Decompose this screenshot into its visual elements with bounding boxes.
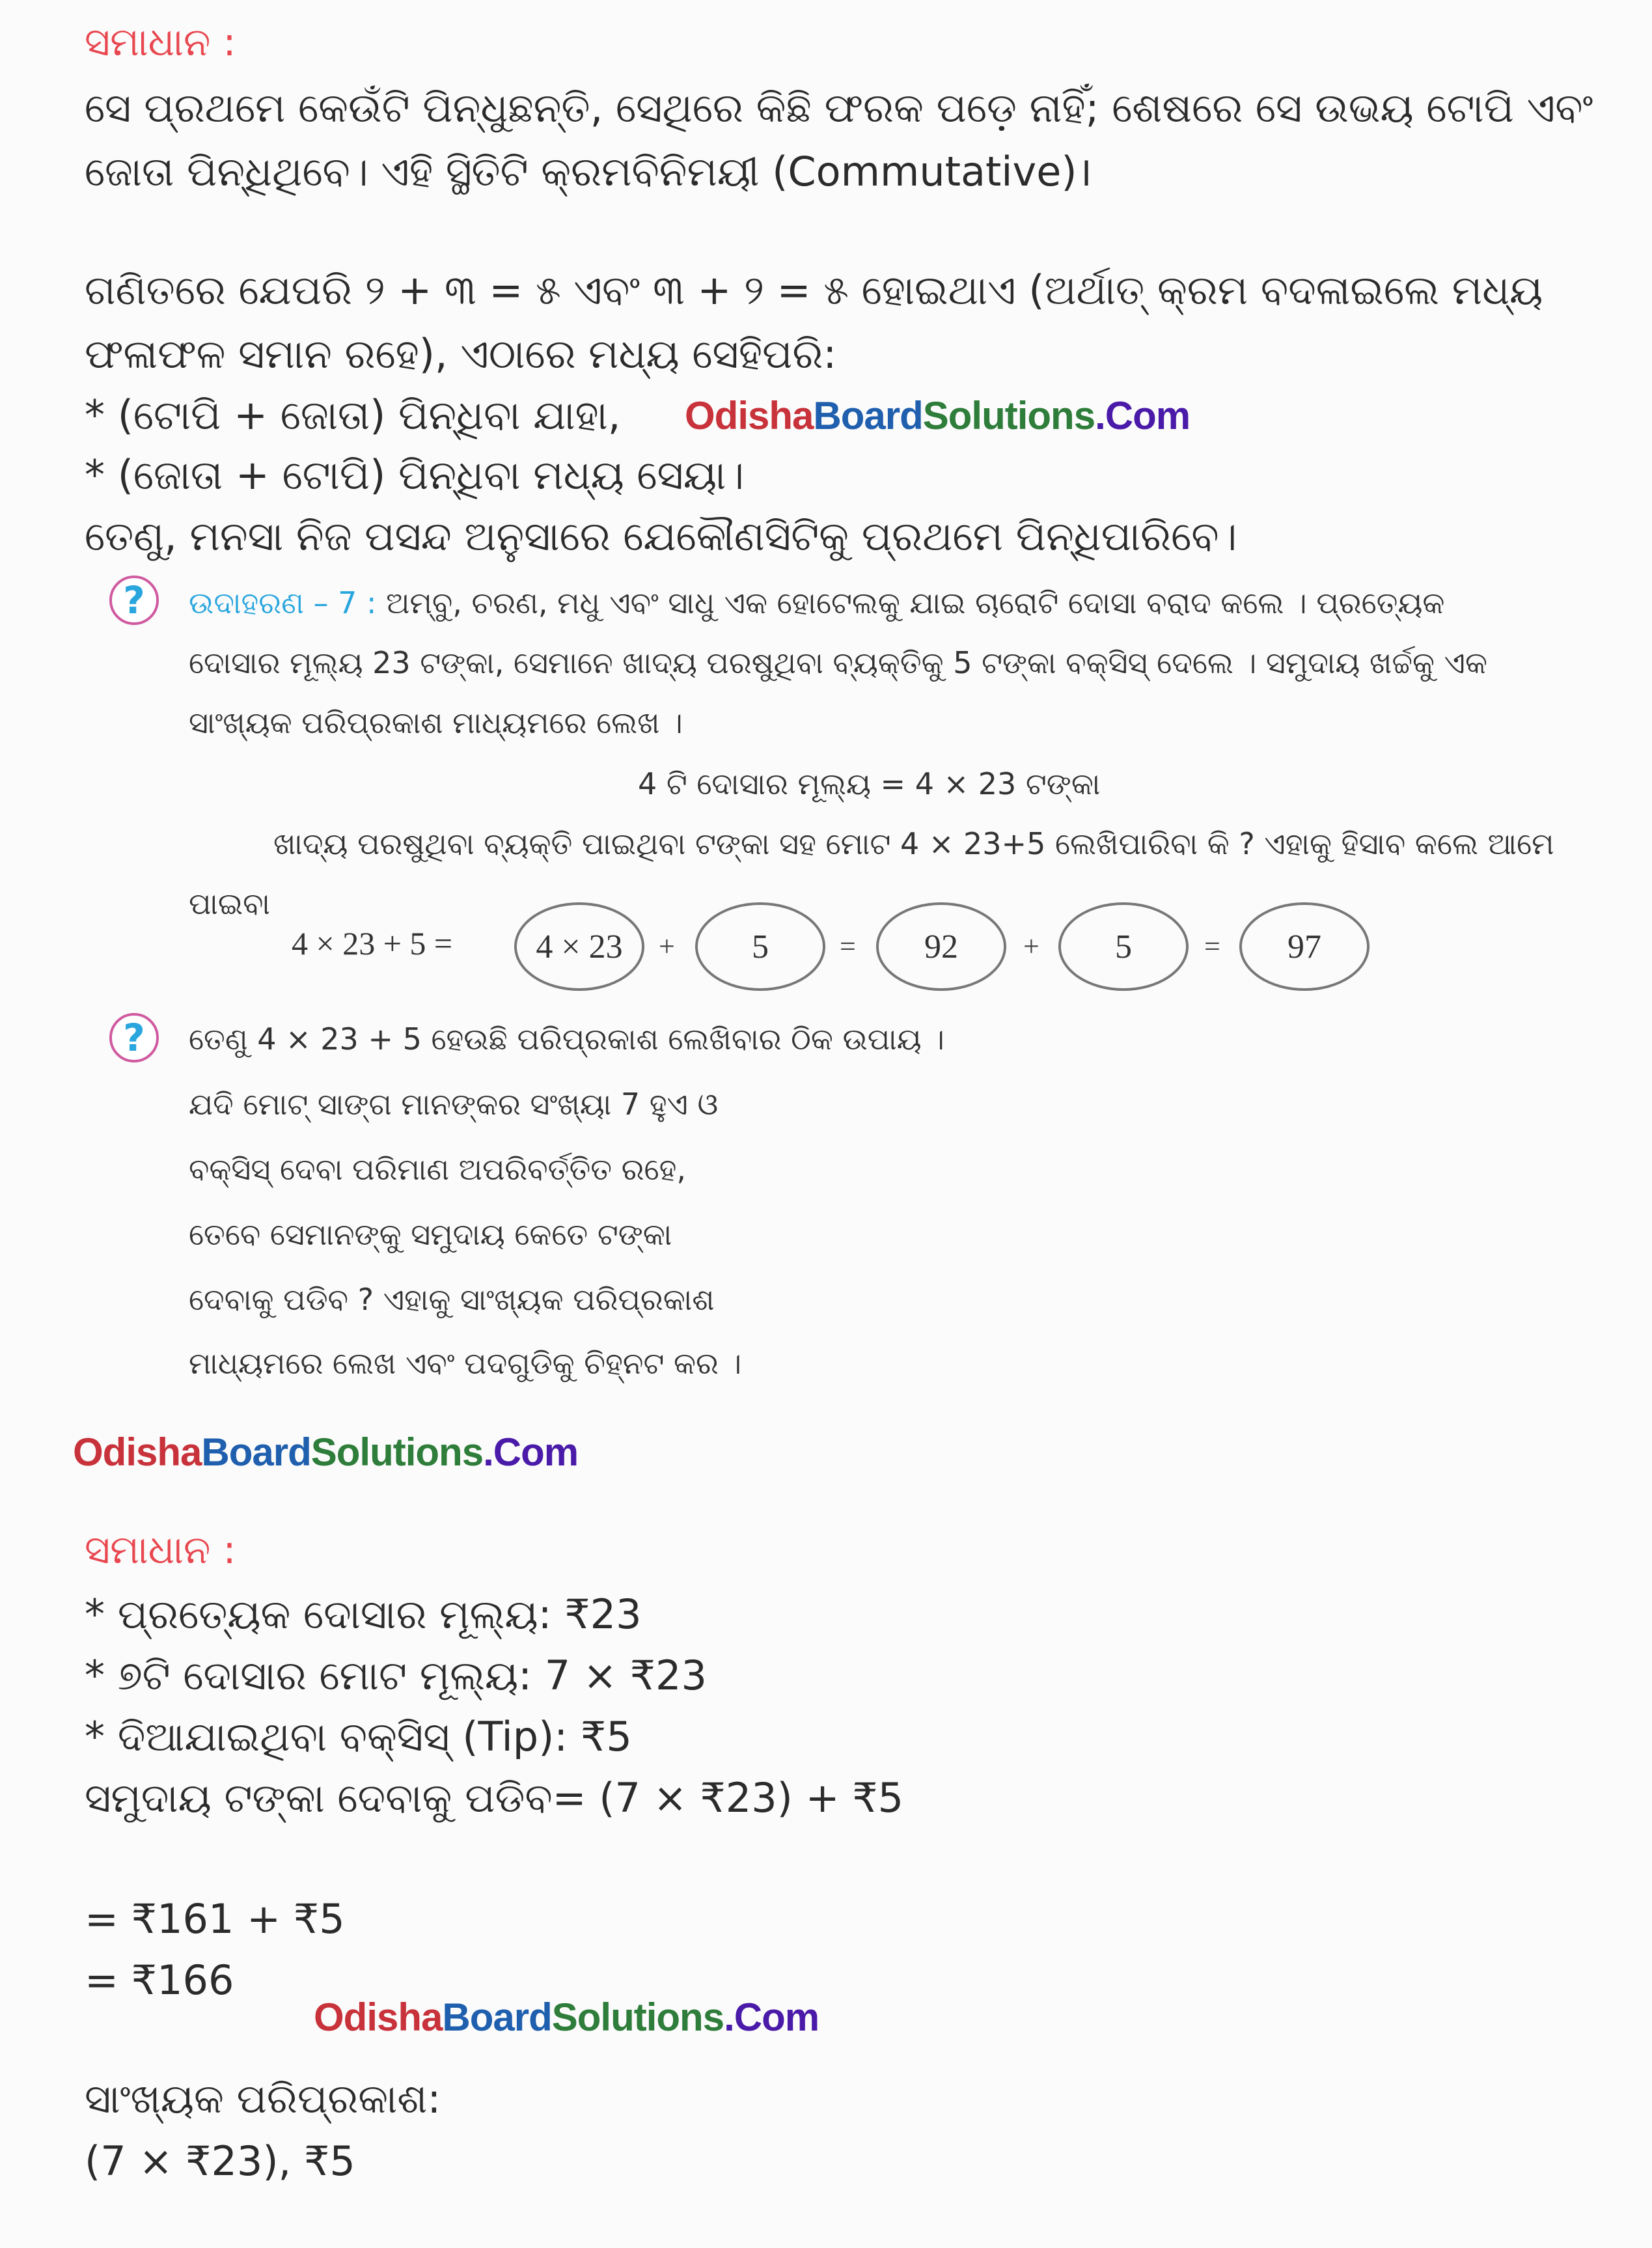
- example-line: ଦୋସାର ମୂଲ୍ୟ 23 ଟଙ୍କା, ସେମାନେ ଖାଦ୍ୟ ପରଷୁଥିବା ବ୍ୟକ୍ତିକୁ 5 ଟଙ୍କା ବକ୍‌ସିସ୍ ଦେଲେ । ସମୁଦାୟ ଖର୍ଚ୍ଚକୁ ଏକ: [189, 645, 1488, 680]
- expression-label: ସାଂଖ୍ୟକ ପରିପ୍ରକାଶ:: [85, 2075, 441, 2122]
- expression-value: (7 × ₹23), ₹5: [85, 2137, 355, 2185]
- question-line: ବକ୍‌ସିସ୍ ଦେବା ପରିମାଣ ଅପରିବର୍ତ୍ତିତ ରହେ,: [189, 1152, 687, 1187]
- example-line: ସାଂଖ୍ୟକ ପରିପ୍ରକାଶ ମାଧ୍ୟମରେ ଲେଖ ।: [189, 705, 683, 740]
- watermark-part: Odisha: [685, 394, 814, 437]
- watermark-logo: [314, 1995, 819, 2040]
- solution-text-line: ତେଣୁ, ମନସା ନିଜ ପସନ୍ଦ ଅନୁସାରେ ଯେକୌଣସିଟିକୁ ପ୍ରଥମେ ପିନ୍ଧିପାରିବେ।: [85, 512, 1237, 560]
- solution-text-line: ସେ ପ୍ରଥମେ କେଉଁଟି ପିନ୍ଧୁଛନ୍ତି, ସେଥିରେ କିଛି ଫରକ ପଡ଼େ ନାହିଁ; ଶେଷରେ ସେ ଉଭୟ ଟୋପି ଏବଂ: [85, 84, 1593, 132]
- oval-term: 5: [695, 902, 825, 991]
- solution-text-line: ଫଳାଫଳ ସମାନ ରହେ), ଏଠାରେ ମଧ୍ୟ ସେହିପରି:: [85, 330, 837, 378]
- question-line: ଦେବାକୁ ପଡିବ ? ଏହାକୁ ସାଂଖ୍ୟକ ପରିପ୍ରକାଶ: [189, 1282, 715, 1317]
- solution-text-line: ଗଣିତରେ ଯେପରି ୨ + ୩ = ୫ ଏବଂ ୩ + ୨ = ୫ ହୋଇଥାଏ (ଅର୍ଥାତ୍ କ୍ରମ ବଦଳାଇଲେ ମଧ୍ୟ: [85, 266, 1543, 314]
- oval-term: 5: [1058, 902, 1189, 991]
- plus-sign: +: [1023, 930, 1039, 962]
- example-line: ପାଇବା: [189, 886, 271, 921]
- watermark-part: Board: [201, 1430, 311, 1474]
- calculation-step: = ₹161 + ₹5: [85, 1895, 345, 1943]
- equals-sign: =: [840, 930, 856, 962]
- solution-heading: ସମାଧାନ :: [85, 1527, 236, 1573]
- bullet-line: * ୭ଟି ଦୋସାର ମୋଟ ମୂଲ୍ୟ: 7 × ₹23: [85, 1652, 707, 1699]
- watermark-part: Solutions: [922, 394, 1095, 437]
- example-center-line: 4 ଟି ଦୋସାର ମୂଲ୍ୟ = 4 × 23 ଟଙ୍କା: [638, 766, 1101, 801]
- example-line: ଖାଦ୍ୟ ପରଷୁଥିବା ବ୍ୟକ୍ତି ପାଇଥିବା ଟଙ୍କା ସହ ମୋଟ 4 × 23+5 ଲେଖିପାରିବା କି ? ଏହାକୁ ହିସାବ କଲେ ଆମେ: [273, 826, 1554, 861]
- watermark-part: .Com: [1095, 394, 1191, 437]
- bullet-line: * (ଜୋତା + ଟୋପି) ପିନ୍ଧିବା ମଧ୍ୟ ସେୟା।: [85, 451, 745, 499]
- example-line: [189, 573, 1444, 633]
- question-icon: ?: [109, 1013, 159, 1062]
- watermark-part: Board: [813, 394, 923, 437]
- example-conclusion: ତେଣୁ 4 × 23 + 5 ହେଉଛି ପରିପ୍ରକାଶ ଲେଖିବାର ଠିକ ଉପାୟ ।: [189, 1021, 944, 1057]
- oval-term: 4 × 23: [514, 902, 644, 991]
- equals-sign: =: [1204, 930, 1220, 962]
- bullet-line: * (ଟୋପି + ଜୋତା) ପିନ୍ଧିବା ଯାହା,: [85, 391, 621, 439]
- question-icon: ?: [109, 576, 159, 625]
- question-line: ତେବେ ସେମାନଙ୍କୁ ସମୁଦାୟ କେତେ ଟଙ୍କା: [189, 1217, 672, 1252]
- oval-term: 97: [1239, 902, 1370, 991]
- watermark-part: Solutions: [310, 1430, 484, 1474]
- watermark-part: Odisha: [314, 1995, 443, 2039]
- watermark-logo: [73, 1430, 578, 1475]
- total-line: ସମୁଦାୟ ଟଙ୍କା ଦେବାକୁ ପଡିବ= (7 × ₹23) + ₹5: [85, 1774, 904, 1822]
- watermark-part: Solutions: [551, 1995, 724, 2039]
- solution-heading: ସମାଧାନ :: [85, 20, 236, 65]
- question-line: ମାଧ୍ୟମରେ ଲେଖ ଏବଂ ପଦଗୁଡିକୁ ଚିହ୍ନଟ କର ।: [189, 1346, 742, 1381]
- plus-sign: +: [659, 930, 675, 962]
- example-title: ଉଦାହରଣ – 7 :: [189, 585, 377, 620]
- watermark-part: .Com: [483, 1430, 579, 1474]
- watermark-part: .Com: [724, 1995, 819, 2039]
- watermark-part: Board: [442, 1995, 552, 2039]
- equation-lhs: 4 × 23 + 5 =: [292, 925, 453, 962]
- oval-term: 92: [876, 902, 1006, 991]
- calculation-result: = ₹166: [85, 1956, 234, 2004]
- solution-text-line: ଜୋତା ପିନ୍ଧିଥିବେ। ଏହି ସ୍ଥିତିଟି କ୍ରମବିନିମୟୀ (Commutative)।: [85, 148, 1093, 195]
- bullet-line: * ଦିଆଯାଇଥିବା ବକ୍‌ସିସ୍ (Tip): ₹5: [85, 1713, 632, 1760]
- bullet-line: * ପ୍ରତ୍ୟେକ ଦୋସାର ମୂଲ୍ୟ: ₹23: [85, 1590, 642, 1638]
- watermark-part: Odisha: [73, 1430, 202, 1474]
- question-line: ଯଦି ମୋଟ୍ ସାଙ୍ଗ ମାନଙ୍କର ସଂଖ୍ୟା 7 ହୁଏ ଓ: [189, 1087, 719, 1122]
- watermark-logo: [685, 393, 1190, 438]
- example-text: ଅମ୍ବୁ, ଚରଣ, ମଧୁ ଏବଂ ସାଧୁ ଏକ ହୋଟେଲକୁ ଯାଇ ଚାରୋଟି ଦୋସା ବରାଦ କଲେ । ପ୍ରତ୍ୟେକ: [386, 585, 1445, 620]
